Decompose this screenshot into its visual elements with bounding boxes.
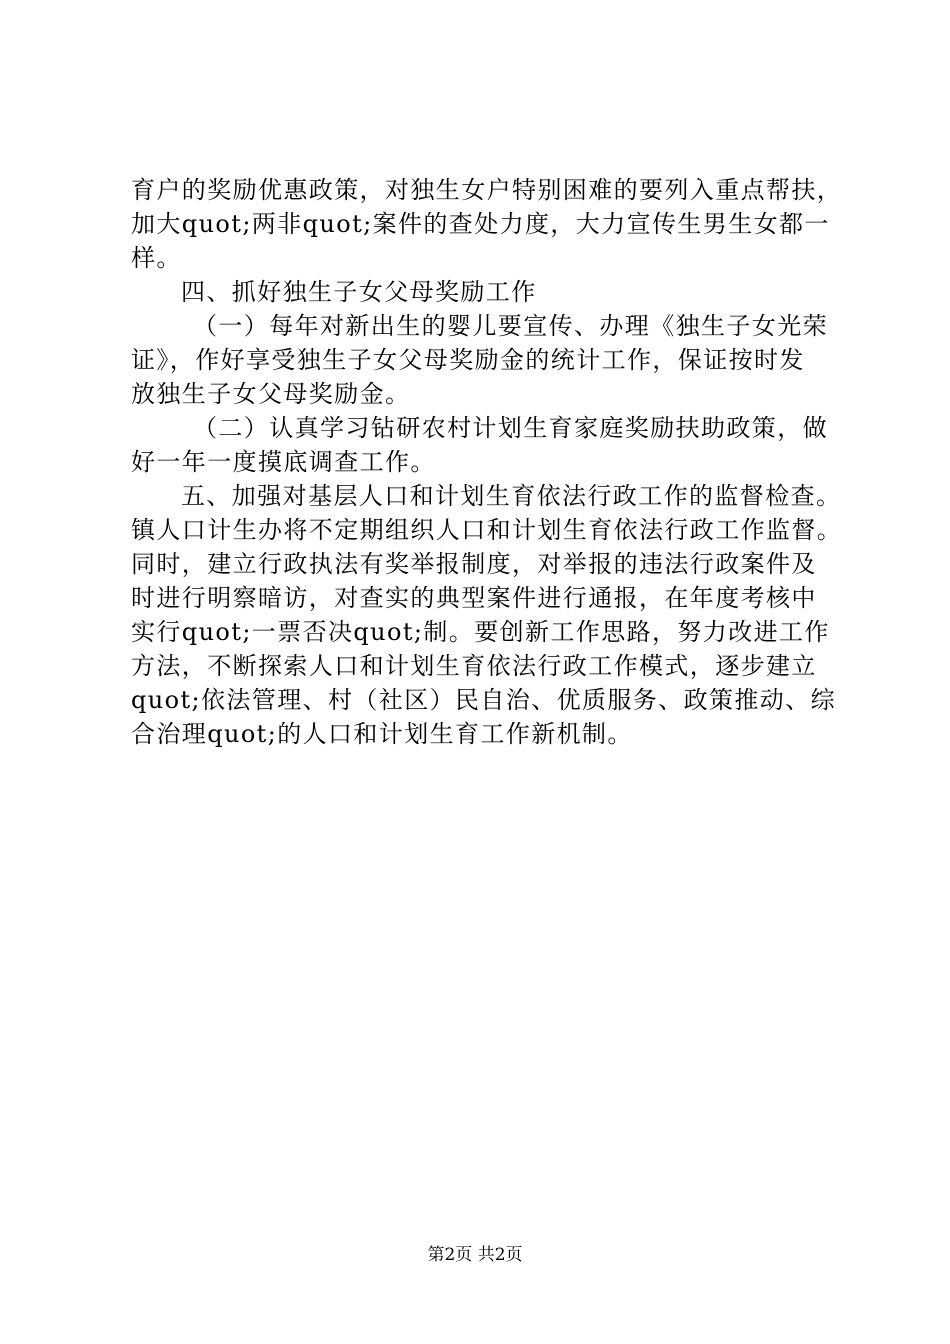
page-footer: 第2页 共2页 (427, 1245, 523, 1265)
paragraph-line: 合治理quot;的人口和计划生育工作新机制。 (131, 720, 633, 748)
paragraph-line: 同时，建立行政执法有奖举报制度，对举报的违法行政案件及 (131, 550, 817, 578)
paragraph-line: 放独生子女父母奖励金。 (131, 380, 411, 408)
paragraph-line: 方法，不断探索人口和计划生育依法行政工作模式，逐步建立 (131, 652, 817, 680)
paragraph-line: （二）认真学习钻研农村计划生育家庭奖励扶助政策，做 (193, 414, 828, 442)
paragraph-line: quot;依法管理、村（社区）民自治、优质服务、政策推动、综 (131, 686, 836, 714)
paragraph-line: 镇人口计生办将不定期组织人口和计划生育依法行政工作监督。 (131, 516, 843, 544)
section-heading: 四、抓好独生子女父母奖励工作 (181, 278, 537, 306)
paragraph-line: 好一年一度摸底调查工作。 (131, 448, 436, 476)
paragraph-line: 加大quot;两非quot;案件的查处力度，大力宣传生男生女都一 (131, 210, 830, 238)
paragraph-line: 样。 (131, 244, 182, 272)
paragraph-line: （一）每年对新出生的婴儿要宣传、办理《独生子女光荣 (193, 312, 828, 340)
paragraph-line: 证》，作好享受独生子女父母奖励金的统计工作，保证按时发 (131, 346, 805, 374)
document-body (131, 173, 841, 751)
section-heading: 五、加强对基层人口和计划生育依法行政工作的监督检查。 (181, 482, 842, 510)
paragraph-line: 育户的奖励优惠政策，对独生女户特别困难的要列入重点帮扶， (131, 176, 843, 204)
paragraph-line: 时进行明察暗访，对查实的典型案件进行通报，在年度考核中 (131, 584, 817, 612)
paragraph-line: 实行quot;一票否决quot;制。要创新工作思路，努力改进工作 (131, 618, 830, 646)
